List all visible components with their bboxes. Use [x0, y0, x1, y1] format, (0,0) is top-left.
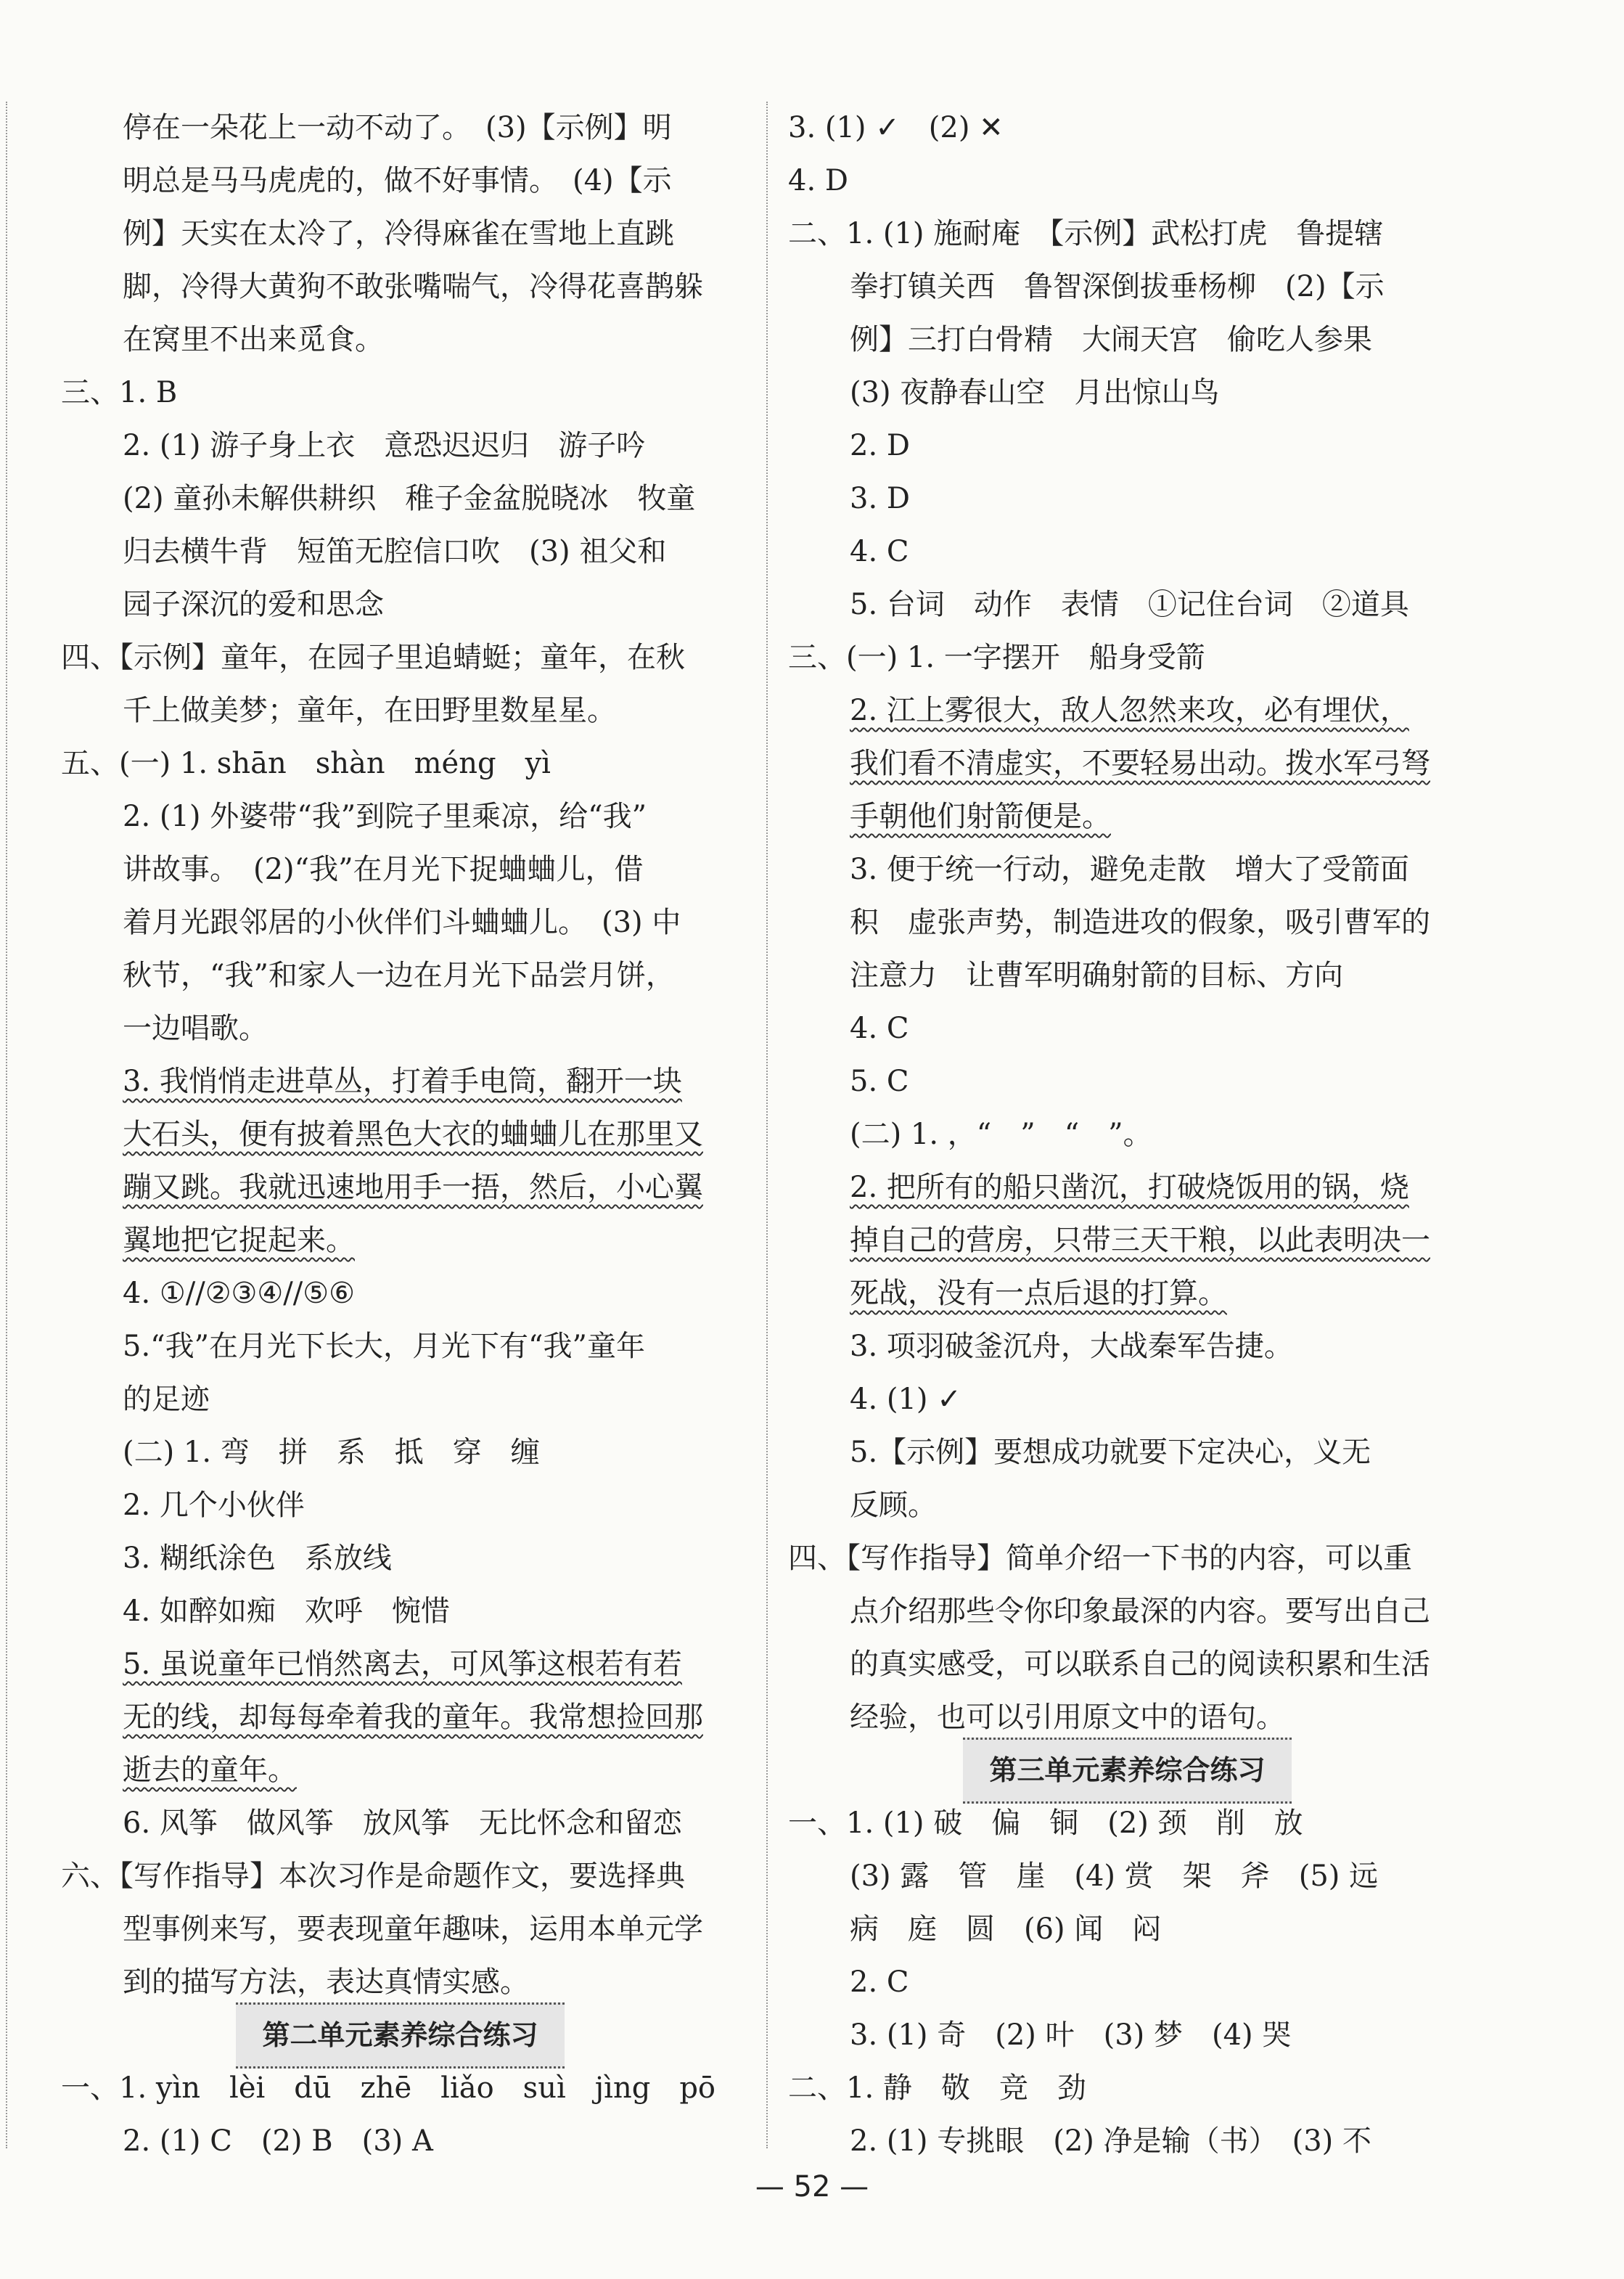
answer-line — [61, 1956, 739, 2009]
answer-text: (二) 1. ，“ ” “ ”。 — [850, 1118, 1152, 1151]
answer-line — [788, 367, 1467, 420]
answer-text: 秋节，“我”和家人一边在月光下品尝月饼， — [123, 959, 675, 992]
page-number: — 52 — — [755, 2170, 869, 2204]
answer-line — [788, 102, 1467, 155]
answer-text: 讲故事。 (2)“我”在月光下捉蛐蛐儿，借 — [123, 853, 644, 886]
answer-text: 点介绍那些令你印象最深的内容。要写出自己 — [850, 1595, 1430, 1628]
answer-text: 逝去的童年。 — [123, 1754, 297, 1787]
right-column — [788, 102, 1467, 2168]
answer-line-underlined — [788, 684, 1467, 737]
answer-text: 5. C — [850, 1065, 909, 1098]
left-column — [61, 102, 739, 2168]
answer-line — [788, 1479, 1467, 1532]
answer-text: 四、【示例】童年，在园子里追蜻蜓；童年，在秋 — [61, 641, 685, 674]
answer-line — [788, 1055, 1467, 1108]
answer-text: 2. (1) 外婆带“我”到院子里乘凉，给“我” — [123, 800, 647, 833]
answer-text: 死战，没有一点后退的打算。 — [850, 1277, 1227, 1310]
answer-text: 病 庭 圆 (6) 闻 闷 — [850, 1912, 1162, 1946]
answer-text: 4. 如醉如痴 欢呼 惋惜 — [123, 1595, 450, 1628]
answer-text: 停在一朵花上一动不动了。 (3)【示例】明 — [123, 111, 672, 144]
answer-line — [788, 420, 1467, 472]
answer-text: 6. 风筝 做风筝 放风筝 无比怀念和留恋 — [123, 1807, 682, 1840]
answer-line — [788, 155, 1467, 208]
answer-text: 3. 便于统一行动，避免走散 增大了受箭面 — [850, 853, 1409, 886]
answer-line-underlined — [788, 1214, 1467, 1267]
answer-text: 3. (1) 奇 (2) 叶 (3) 梦 (4) 哭 — [850, 2018, 1292, 2052]
column-divider — [766, 102, 768, 2148]
answer-line — [788, 1320, 1467, 1373]
answer-text: 归去横牛背 短笛无腔信口吹 (3) 祖父和 — [123, 535, 667, 568]
answer-text: 掉自己的营房，只带三天干粮，以此表明决一 — [850, 1224, 1430, 1257]
answer-line — [61, 1850, 739, 1903]
answer-text: 明总是马马虎虎的，做不好事情。 (4)【示 — [123, 164, 672, 197]
answer-line — [788, 1002, 1467, 1055]
answer-line-underlined — [61, 1161, 739, 1214]
answer-text: 的真实感受，可以联系自己的阅读积累和生活 — [850, 1648, 1430, 1681]
answer-text: 2. (1) 游子身上衣 意恐迟迟归 游子吟 — [123, 429, 646, 462]
answer-text: 2. C — [850, 1965, 909, 1999]
answer-text: 2. (1) C (2) B (3) A — [123, 2124, 433, 2158]
answer-text: 4. C — [850, 535, 909, 568]
answer-text: 2. 几个小伙伴 — [123, 1489, 305, 1522]
answer-line — [61, 1002, 739, 1055]
answer-text: 型事例来写，要表现童年趣味，运用本单元学 — [123, 1912, 703, 1946]
answer-line — [788, 261, 1467, 314]
answer-line — [61, 896, 739, 949]
answer-text: (3) 露 管 崖 (4) 赏 架 斧 (5) 远 — [850, 1859, 1379, 1893]
answer-text: 积 虚张声势，制造进攻的假象，吸引曹军的 — [850, 906, 1430, 939]
answer-text: 二、1. (1) 施耐庵 【示例】武松打虎 鲁提辖 — [788, 217, 1384, 250]
answer-line — [61, 1532, 739, 1585]
answer-text: 例】三打白骨精 大闹天宫 偷吃人参果 — [850, 323, 1372, 356]
answer-text: 5.“我”在月光下长大，月光下有“我”童年 — [123, 1330, 645, 1363]
answer-line-underlined — [61, 1744, 739, 1797]
answer-line — [788, 208, 1467, 261]
answer-line — [61, 472, 739, 525]
answer-text: 着月光跟邻居的小伙伴们斗蛐蛐儿。 (3) 中 — [123, 906, 681, 939]
answer-line — [788, 314, 1467, 367]
answer-text: 反顾。 — [850, 1489, 937, 1522]
answer-line-underlined — [61, 1691, 739, 1744]
answer-line — [788, 1585, 1467, 1638]
answer-line — [61, 525, 739, 578]
answer-line — [61, 102, 739, 155]
section-heading — [788, 1744, 1467, 1797]
answer-line — [61, 367, 739, 420]
answer-line — [788, 2009, 1467, 2062]
answer-line-underlined — [788, 1161, 1467, 1214]
answer-text: (3) 夜静春山空 月出惊山鸟 — [850, 376, 1220, 409]
answer-line-underlined — [788, 1267, 1467, 1320]
left-margin-rule — [6, 102, 7, 2148]
answer-text: 我们看不清虚实，不要轻易出动。拨水军弓弩 — [850, 747, 1430, 780]
answer-line — [61, 1903, 739, 1956]
answer-text: 一、1. yìn lèi dū zhē liǎo suì jìng pō — [61, 2071, 716, 2105]
answer-line — [61, 578, 739, 631]
answer-line — [61, 790, 739, 843]
answer-text: 2. 把所有的船只凿沉，打破烧饭用的锅，烧 — [850, 1171, 1409, 1204]
answer-line — [61, 314, 739, 367]
answer-text: (2) 童孙未解供耕织 稚子金盆脱晓冰 牧童 — [123, 482, 696, 515]
answer-text: 4. (1) ✓ — [850, 1383, 961, 1416]
answer-line — [788, 949, 1467, 1002]
answer-text: 三、(一) 1. 一字摆开 船身受箭 — [788, 641, 1205, 674]
answer-text: 二、1. 静 敬 竞 劲 — [788, 2071, 1086, 2105]
answer-line-underlined — [61, 1055, 739, 1108]
section-heading-text: 第三单元素养综合练习 — [963, 1738, 1291, 1804]
answer-text: 2. D — [850, 429, 910, 462]
answer-line — [788, 1797, 1467, 1850]
answer-text: 3. 项羽破釜沉舟，大战秦军告捷。 — [850, 1330, 1293, 1363]
answer-line — [61, 1267, 739, 1320]
answer-text: 脚，冷得大黄狗不敢张嘴喘气，冷得花喜鹊躲 — [123, 270, 703, 303]
answer-text: 一边唱歌。 — [123, 1012, 268, 1045]
answer-line — [61, 2062, 739, 2115]
answer-text: 4. ①//②③④//⑤⑥ — [123, 1277, 355, 1310]
section-heading-text: 第二单元素养综合练习 — [236, 2002, 564, 2069]
answer-line — [61, 631, 739, 684]
answer-line-underlined — [788, 737, 1467, 790]
answer-text: 四、【写作指导】简单介绍一下书的内容，可以重 — [788, 1542, 1412, 1575]
answer-text: 无的线，却每每牵着我的童年。我常想捡回那 — [123, 1701, 703, 1734]
answer-text: 蹦又跳。我就迅速地用手一捂，然后，小心翼 — [123, 1171, 703, 1204]
answer-text: 在窝里不出来觅食。 — [123, 323, 384, 356]
answer-line — [61, 2115, 739, 2168]
answer-text: 到的描写方法，表达真情实感。 — [123, 1965, 529, 1999]
answer-text: 4. C — [850, 1012, 909, 1045]
answer-line — [61, 420, 739, 472]
answer-text: 三、1. B — [61, 376, 178, 409]
section-heading — [61, 2009, 739, 2062]
answer-line — [788, 578, 1467, 631]
answer-text: 3. (1) ✓ (2) ✕ — [788, 111, 1004, 144]
answer-text: 5. 虽说童年已悄然离去，可风筝这根若有若 — [123, 1648, 682, 1681]
answer-line — [61, 155, 739, 208]
answer-line — [788, 1638, 1467, 1691]
answer-text: 的足迹 — [123, 1383, 210, 1416]
answer-line — [788, 1373, 1467, 1426]
answer-line-underlined — [61, 1108, 739, 1161]
answer-line-underlined — [788, 790, 1467, 843]
answer-line — [61, 1479, 739, 1532]
answer-text: 例】天实在太冷了，冷得麻雀在雪地上直跳 — [123, 217, 674, 250]
answer-line — [61, 1797, 739, 1850]
answer-text: 5. 台词 动作 表情 ①记住台词 ②道具 — [850, 588, 1409, 621]
answer-text: 千上做美梦；童年，在田野里数星星。 — [123, 694, 616, 727]
answer-text: 4. D — [788, 164, 848, 197]
answer-line — [61, 684, 739, 737]
answer-text: 五、(一) 1. shān shàn méng yì — [61, 747, 551, 780]
answer-line — [788, 472, 1467, 525]
answer-line — [61, 737, 739, 790]
answer-text: 六、【写作指导】本次习作是命题作文，要选择典 — [61, 1859, 685, 1893]
answer-line — [61, 1426, 739, 1479]
answer-line — [788, 2062, 1467, 2115]
answer-text: 拳打镇关西 鲁智深倒拔垂杨柳 (2)【示 — [850, 270, 1385, 303]
answer-text: 3. D — [850, 482, 910, 515]
answer-line — [788, 1956, 1467, 2009]
answer-text: 5.【示例】要想成功就要下定决心，义无 — [850, 1436, 1371, 1469]
answer-line — [61, 843, 739, 896]
answer-line-underlined — [61, 1638, 739, 1691]
answer-line — [788, 896, 1467, 949]
answer-line — [61, 1373, 739, 1426]
answer-line — [61, 1320, 739, 1373]
answer-line — [788, 1426, 1467, 1479]
answer-line — [788, 1691, 1467, 1744]
answer-text: 3. 糊纸涂色 系放线 — [123, 1542, 392, 1575]
answer-line — [788, 843, 1467, 896]
answer-text: 手朝他们射箭便是。 — [850, 800, 1111, 833]
answer-text: 3. 我悄悄走进草丛，打着手电筒，翻开一块 — [123, 1065, 682, 1098]
answer-text: 园子深沉的爱和思念 — [123, 588, 384, 621]
answer-text: 2. (1) 专挑眼 (2) 净是输（书） (3) 不 — [850, 2124, 1372, 2158]
answer-line — [788, 1850, 1467, 1903]
answer-line — [61, 949, 739, 1002]
answer-line — [788, 1903, 1467, 1956]
answer-line — [788, 2115, 1467, 2168]
answer-text: 一、1. (1) 破 偏 铜 (2) 颈 削 放 — [788, 1807, 1303, 1840]
answer-text: (二) 1. 弯 拼 系 抵 穿 缠 — [123, 1436, 540, 1469]
answer-line — [61, 208, 739, 261]
answer-line — [788, 1108, 1467, 1161]
answer-text: 大石头，便有披着黑色大衣的蛐蛐儿在那里又 — [123, 1118, 703, 1151]
answer-text: 注意力 让曹军明确射箭的目标、方向 — [850, 959, 1343, 992]
answer-text: 经验，也可以引用原文中的语句。 — [850, 1701, 1285, 1734]
answer-line — [61, 1585, 739, 1638]
answer-line — [61, 261, 739, 314]
answer-line — [788, 1532, 1467, 1585]
answer-line — [788, 525, 1467, 578]
answer-line-underlined — [61, 1214, 739, 1267]
answer-text: 翼地把它捉起来。 — [123, 1224, 355, 1257]
answer-line — [788, 631, 1467, 684]
answer-text: 2. 江上雾很大，敌人忽然来攻，必有埋伏， — [850, 694, 1409, 727]
